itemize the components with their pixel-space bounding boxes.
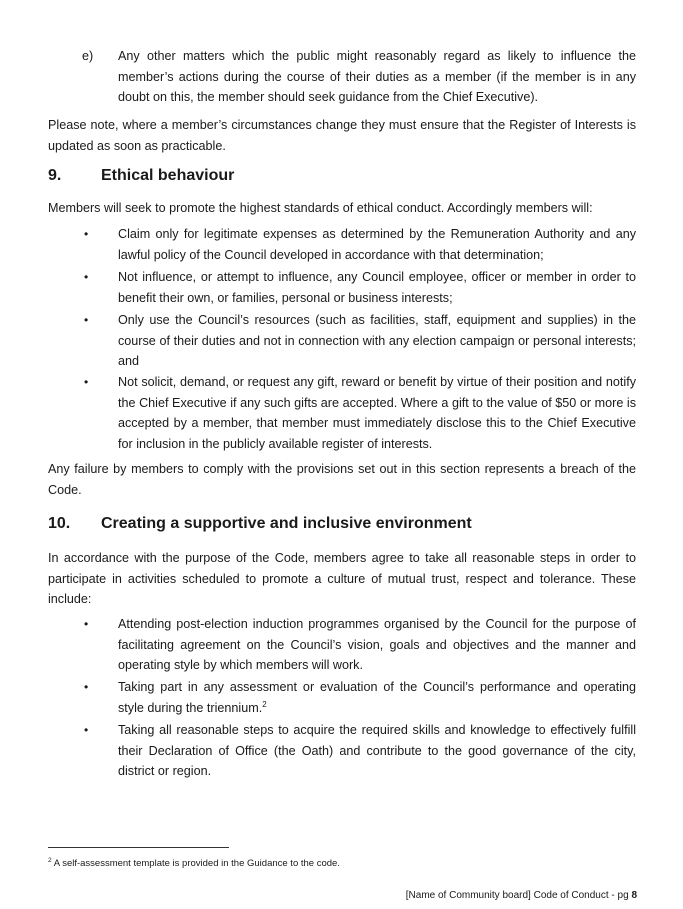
section-9-bullet-2: Not influence, or attempt to influence, any Council employee, officer or member in order to benefit their own, or families, personal or business interests; [118, 270, 636, 305]
list-marker-e: e) [82, 49, 94, 63]
footnote-divider [48, 847, 229, 848]
bullet-icon: • [84, 227, 89, 241]
section-10-intro: In accordance with the purpose of the Code, members agree to take all reasonable steps in order to participate in activities scheduled to promote a culture of mutual trust, respect and tolerance. These include: [48, 551, 636, 607]
bullet-icon: • [84, 723, 89, 737]
register-note: Please note, where a member’s circumstances change they must ensure that the Register of Interests is updated as soon as practicable. [48, 118, 636, 153]
bullet-icon: • [84, 680, 89, 694]
section-9-number: 9. [48, 167, 62, 184]
section-9-title: Ethical behaviour [101, 167, 235, 184]
footer-text: [Name of Community board] Code of Conduct - pg [405, 890, 632, 901]
section-9-intro: Members will seek to promote the highest standards of ethical conduct. Accordingly members will: [48, 201, 593, 215]
bullet-icon: • [84, 313, 89, 327]
footnote-number: 2 [48, 856, 52, 864]
item-e-text: Any other matters which the public might reasonably regard as likely to influence the member’s actions during the course of their duties as a member (if the member is in any doubt on this, the member should seek guidance from the Chief Executive). [118, 49, 636, 105]
section-10-bullet-2 [118, 677, 636, 718]
footnote-ref[interactable]: 2 [262, 699, 267, 709]
section-10-title: Creating a supportive and inclusive environment [101, 515, 472, 532]
section-9-closing: Any failure by members to comply with the provisions set out in this section represents a breach of the Code. [48, 462, 636, 497]
section-10-bullet-2-text: Taking part in any assessment or evaluation of the Council’s performance and operating style during the triennium. [118, 680, 636, 715]
footnote-text: A self-assessment template is provided in the Guidance to the code. [51, 858, 340, 869]
section-10-number: 10. [48, 515, 71, 532]
section-9-bullet-3: Only use the Council’s resources (such as facilities, staff, equipment and supplies) in the course of their duties and not in connection with any election campaign or personal interests; and [118, 313, 636, 369]
section-9-bullet-4: Not solicit, demand, or request any gift, reward or benefit by virtue of their position and notify the Chief Executive if any such gifts are accepted. Where a gift to the value of $50 or more is accepted by a member, that member must immediately disclose this to the Chief Executive for inclusion in the publicly available register of interests. [118, 375, 636, 451]
section-9-heading [48, 165, 234, 187]
section-9-bullet-1: Claim only for legitimate expenses as determined by the Remuneration Authority and any lawful policy of the Council developed in accordance with that determination; [118, 227, 636, 262]
section-10-bullet-3: Taking all reasonable steps to acquire the required skills and knowledge to effectively fulfill their Declaration of Office (the Oath) and contribute to the good governance of the city, district or region. [118, 723, 636, 779]
bullet-icon: • [84, 270, 89, 284]
bullet-icon: • [84, 617, 89, 631]
page-number: 8 [631, 890, 637, 901]
page-footer [406, 889, 637, 902]
footnote [48, 857, 340, 870]
bullet-icon: • [84, 375, 89, 389]
section-10-heading [48, 513, 472, 535]
section-10-bullet-1: Attending post-election induction programmes organised by the Council for the purpose of facilitating agreement on the Council’s vision, goals and objectives and the manner and operating style by which members will work. [118, 617, 636, 673]
